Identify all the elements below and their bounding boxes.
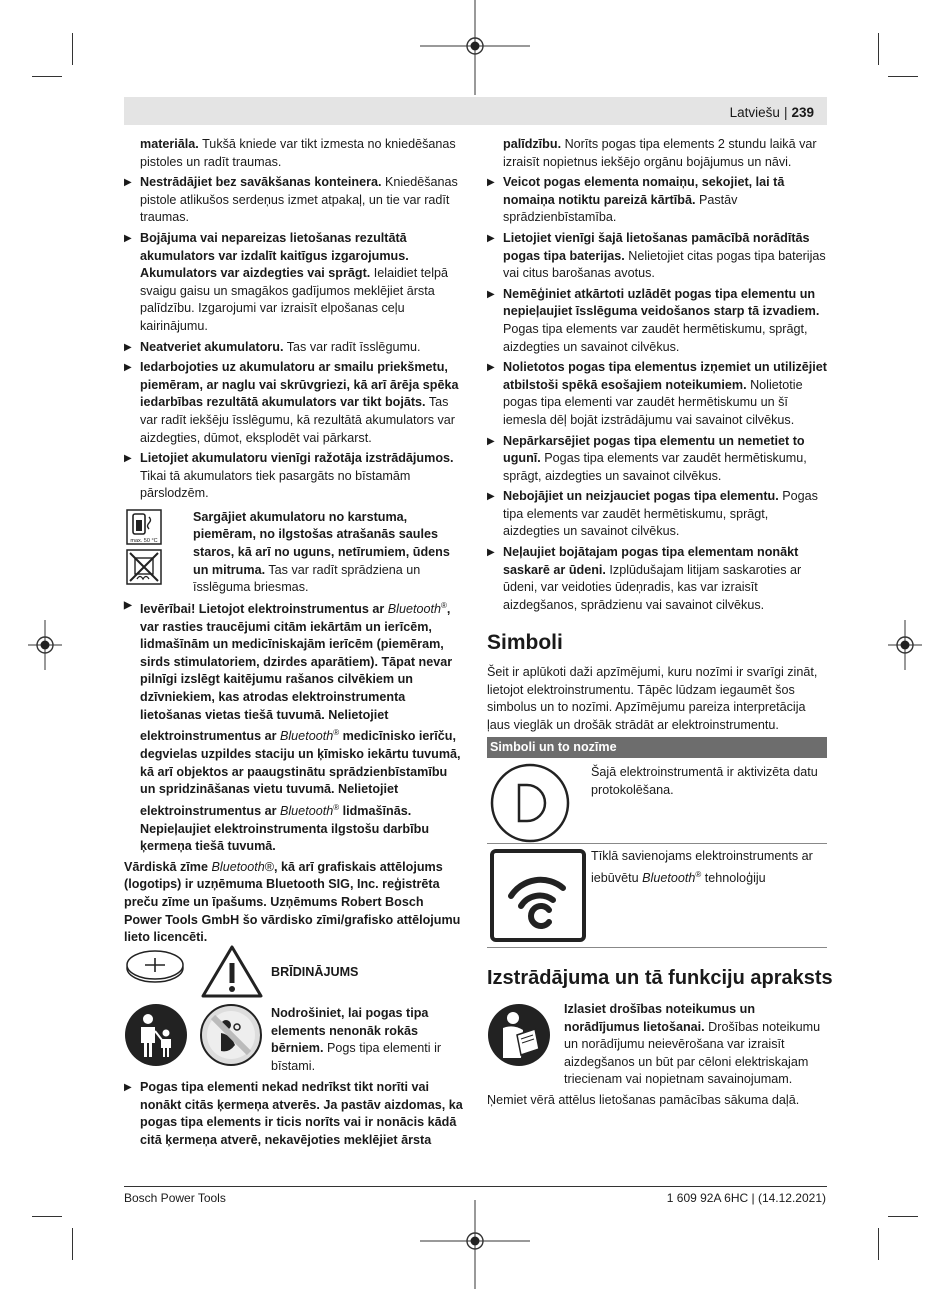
no-swallowing-icon — [199, 1003, 263, 1067]
crop-mark — [72, 1228, 73, 1260]
crop-mark — [878, 1228, 879, 1260]
heat-warning-block — [124, 509, 464, 597]
footer-rule — [124, 1186, 827, 1187]
left-column-bottom — [124, 1079, 464, 1152]
right-column — [487, 136, 827, 617]
symbols-heading: Simboli — [487, 631, 563, 654]
table-row-divider — [487, 843, 827, 844]
page-number: 239 — [791, 105, 814, 120]
bullet-item: ▶ Lietojiet vienīgi šajā lietošanas pamācībā norādītās pogas tipa baterijas. Nelietojiet citas pogas tipa baterijas vai citus barošanas avotus. — [487, 230, 826, 281]
paragraph: materiāla. Tukšā kniede var tikt izmesta no kniedēšanas pistoles un radīt traumas. — [140, 137, 456, 169]
header-bar — [124, 97, 827, 125]
bluetooth-warning: ▶ Ievērībai! Lietojot elektroinstrumentus ar Bluetooth®, var rasties traucējumi citām iekārtām un ierīcēm, lidmašīnām un medicīniskajām ierīcēm (piemēram, sirds stimulatoriem, dzirdes aparātiem). Tāpat nevar pilnīgi izslēgt kaitējumu rašanos cilvēkiem un dzīvniekiem, kas atrodas elektroinstrumenta lietošanas vietas tiešā tuvumā. Nelietojiet elektroinstrumentus ar Bluetooth® medicīnisko ierīču, degvielas uzpildes staciju un ķīmisko iekārtu tuvumā, kā arī objektos ar paaugstinātu sprādzienbīstamību un spridzināšanas vietu tuvumā. Nelietojiet elektroinstrumentus ar Bluetooth® lidmašīnās. Nepieļaujiet elektroinstrumenta ilgstošu darbību ķermeņa tiešā tuvumā. — [124, 599, 461, 854]
crop-mark — [888, 76, 918, 77]
trademark-notice: Vārdiskā zīme Bluetooth®, kā arī grafiskais attēlojums (logotips) ir uzņēmuma Bluetooth SIG, Inc. reģistrēta preču zīme un īpašums. Uzņēmums Robert Bosch Power Tools GmbH šo vārdisko zīmi/grafisko attēlojumu lieto licencēti. — [124, 859, 461, 945]
registration-mark-bottom — [420, 1190, 530, 1289]
registration-mark-left — [28, 620, 62, 670]
max-temperature-icon — [126, 509, 162, 545]
bullet-item: ▶ Nolietotos pogas tipa elementus izņemiet un utilizējiet atbilstoši spēkā esošajiem noteikumiem. Nolietotie pogas tipa elementi var zaudēt hermētiskumu un šī iemesla dēļ bojāt izstrādājumu vai savainot cilvēkus. — [487, 360, 827, 427]
bullet-item: ▶ Pogas tipa elementi nekad nedrīkst tikt norīti vai nonākt citās ķermeņa atverēs. Ja pastāv aizdomas, ka pogas tipa elements ir ticis norīts vai ir nonācis kādā citā ķermeņa atverē, nekavējoties meklējiet ārsta — [124, 1080, 463, 1147]
symbol-description-data-logging: Šajā elektroinstrumentā ir aktivizēta datu protokolēšana. — [591, 765, 818, 797]
children-warning-text: Nodrošiniet, lai pogas tipa elements nenonāk rokās bērniem. Pogs tipa elementi ir bīstami. — [271, 1006, 442, 1073]
footer-publisher: Bosch Power Tools — [124, 1191, 226, 1205]
bullet-item: ▶ Iedarbojoties uz akumulatoru ar smailu priekšmetu, piemēram, ar naglu vai skrūvgriezi, kā arī ārēja spēka iedarbības rezultātā akumulators var tikt bojāts. Tas var radīt iekšēju īsslēgumu, kā rezultātā akumulators var aizdegties, dūmot, eksplodēt vai pārkarst. — [124, 360, 459, 445]
crop-mark — [32, 76, 62, 77]
keep-away-from-children-icon — [124, 1003, 188, 1067]
footer-doc-id: 1 609 92A 6HC | (14.12.2021) — [666, 1191, 826, 1205]
read-manual-icon — [487, 1003, 551, 1067]
bullet-item: ▶ Lietojiet akumulatoru vienīgi ražotāja izstrādājumos. Tikai tā akumulators tiek pasargāts no bīstamām pārslodzēm. — [124, 451, 454, 501]
read-instructions-text: Izlasiet drošības noteikumus un norādījumus lietošanai. Drošības noteikumu un norādījumu neievērošana var izraisīt aizdegšanos un būt par cēloni elektriskajam triecienam vai nopietnam savainojumam. — [564, 1002, 821, 1087]
svg-text:max. 50 °C: max. 50 °C — [130, 537, 158, 544]
bullet-item: ▶ Nebojājiet un neizjauciet pogas tipa elementu. Pogas tipa elements var zaudēt hermētiskumu, sprāgt, aizdegties un savainot cilvēkus. — [487, 489, 818, 539]
left-column — [124, 136, 464, 950]
page-header: Latviešu | 239 — [729, 105, 814, 120]
symbols-table-header: Simboli un to nozīme — [487, 737, 827, 758]
data-logging-icon — [489, 762, 571, 844]
registration-mark-top — [420, 0, 530, 100]
crop-mark — [72, 33, 73, 65]
paragraph: palīdzību. Norīts pogas tipa elements 2 stundu laikā var izraisīt nopietnus iekšējo orgānu bojājumus un nāvi. — [503, 137, 817, 169]
registration-mark-right — [888, 620, 922, 670]
table-row-divider — [487, 947, 827, 948]
bullet-item: ▶ Veicot pogas elementa nomaiņu, sekojiet, lai tā nomaiņa notiktu pareizā kārtībā. Pastāv sprādzienbīstamība. — [487, 175, 785, 225]
warning-title: BRĪDINĀJUMS — [271, 965, 359, 979]
bullet-item: ▶ Nemēģiniet atkārtoti uzlādēt pogas tipa elementu un nepieļaujiet īsslēguma veidošanos starp tā izvadiem. Pogas tipa elements var zaudēt hermētiskumu, sprāgt, aizdegties un savainot cilvēkus. — [487, 286, 820, 354]
language-label: Latviešu — [729, 105, 780, 120]
crop-mark — [32, 1216, 62, 1217]
bullet-item: ▶ Bojājuma vai nepareizas lietošanas rezultātā akumulators var izdalīt kaitīgus izgarojumus. Akumulators var aizdegties vai sprāgt. Ielaidiet telpā svaigu gaisu un smagākos gadījumos meklējiet ārsta palīdzību. Izgarojumi var izraisīt elpošanas ceļu kairinājumu. — [124, 230, 448, 333]
bullet-item: ▶ Neatveriet akumulatoru. Tas var radīt īsslēgumu. — [124, 339, 421, 354]
crop-mark — [888, 1216, 918, 1217]
symbols-intro: Šeit ir aplūkoti daži apzīmējumi, kuru nozīmi ir svarīgi zināt, lietojot elektroinstrumentu. Tāpēc lūdzam iegaumēt šos simbolus un to nozīmi. Apzīmējumu pareiza interpretācija ļaus vieglāk un drošāk strādāt ar elektroinstrumentu. — [487, 665, 818, 732]
bullet-item: ▶ Nestrādājiet bez savākšanas konteinera. Kniedēšanas pistole atlikušos serdeņus izmet atpakaļ, un tie var radīt traumas. — [124, 175, 458, 225]
symbol-description-connectivity: Tīklā savienojams elektroinstruments ar iebūvētu Bluetooth® tehnoloģiju — [591, 849, 813, 885]
heat-warning-text: Sargājiet akumulatoru no karstuma, piemēram, no ilgstošas atrašanās saules staros, kā arī no uguns, netīrumiem, ūdens un mitruma. Tas var radīt sprādziena un īsslēguma briesmas. — [193, 509, 450, 595]
bullet-item: ▶ Nepārkarsējiet pogas tipa elementu un nemetiet to ugunī. Pogas tipa elements var zaudēt hermētiskumu, sprāgt, aizdegties un savainot cilvēkus. — [487, 433, 807, 483]
no-fire-water-dirt-icon — [126, 549, 162, 585]
coin-cell-battery-icon — [124, 947, 188, 987]
crop-mark — [878, 33, 879, 65]
warning-triangle-icon — [200, 944, 264, 1000]
connectivity-icon — [489, 848, 587, 943]
product-description-heading: Izstrādājuma un tā funkciju apraksts — [487, 967, 833, 989]
bullet-item: ▶ Neļaujiet bojātajam pogas tipa elementam nonākt saskarē ar ūdeni. Izplūdušajam litijam saskaroties ar ūdeni, var veidoties ūdeņradis, kas var izraisīt aizdegšanos, sprādzienu vai savainot cilvēkus. — [487, 545, 802, 612]
illustrations-note: Ņemiet vērā attēlus lietošanas pamācības sākuma daļā. — [487, 1093, 800, 1107]
